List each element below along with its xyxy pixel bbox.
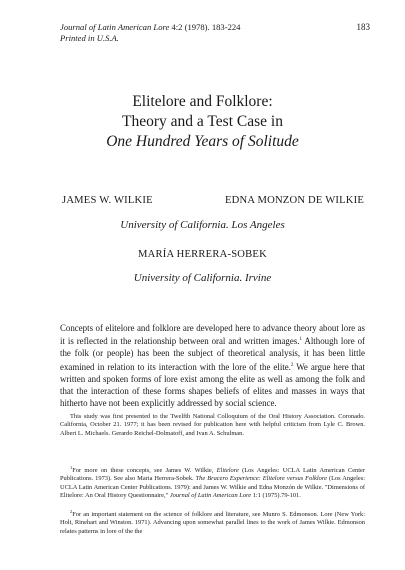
affiliation-1: University of California. Los Angeles	[120, 219, 285, 231]
footnote-acknowledgment	[60, 413, 365, 438]
page-number: 183	[356, 22, 370, 32]
title-line-2: Theory and a Test Case in	[122, 113, 283, 130]
footnote-1-title-elitelore: Elitelore	[216, 467, 239, 475]
footnote-2	[60, 508, 365, 536]
abstract-part-2: Although lore of the folk (or people) has been the subject of theoretical analysis, it has been little examined in relation to its interaction with the lore of the elite.	[60, 336, 365, 372]
author-2: EDNA MONZON DE WILKIE	[225, 195, 365, 206]
footnote-1	[60, 464, 365, 500]
journal-volume: 4:2 (1978). 183-224	[171, 22, 241, 32]
title-line-3: One Hundred Years of Solitude	[106, 133, 299, 150]
title-line-1: Elitelore and Folklore:	[132, 93, 273, 110]
abstract-part-1: Concepts of elitelore and folklore are developed here to advance theory about lore as it is reflected in the relationship between oral and written images.	[60, 323, 365, 347]
footnote-1-title-bracero: The Bracero Experience: Elitelore versus Folklore	[195, 475, 327, 483]
footnote-1-text-c: (Los Angeles: UCLA Latin American Center Publications. 1979): and James W. Wilkie and Edna Monzón de Wilkie. "Dimensions of Elitelore: An Oral History Questionnaire,"	[60, 475, 366, 500]
article-title	[0, 92, 405, 152]
author-1: JAMES W. WILKIE	[62, 195, 153, 206]
abstract-part-3: We argue here that written and spoken forms of lore exist among the elite as well as among the folk and that the interaction of these forms shapes beliefs of elites and masses in ways that hitherto have not been explicitly addressed by social science.	[60, 361, 365, 409]
journal-header	[60, 22, 240, 44]
footnote-1-text-d: 1:1 (1975).79-101.	[251, 492, 301, 500]
footnote-1-text-b: (Los Angeles: UCLA Latin American Center Publications. 1973). See also Maria Herrera-Sobek.	[60, 467, 365, 483]
footnote-2-number: 2	[70, 509, 73, 514]
footnote-acknowledgment-text: This study was first presented to the Twelfth National Colloquium of the Oral History Association. Coronado. California, October 21. 1977; it has been revised for publication here with helpful criticism from Lyle C. Brown. Albert L. Michaels. Gerardo Reichel-Dolmatoff, and Ivan A. Schulman.	[60, 413, 365, 437]
printed-location: Printed in U.S.A.	[60, 33, 119, 43]
footnote-1-text-a: For more on these concepts, see James W. Wilkie,	[72, 467, 217, 475]
footnote-marker-2: 2	[290, 362, 294, 368]
journal-name: Journal of Latin American Lore	[60, 22, 170, 32]
abstract	[60, 322, 365, 409]
footnote-1-number: 1	[70, 465, 73, 470]
footnote-2-text: For an important statement on the science of folklore and literature, see Munro S. Edmonson. Lore (New York: Holt, Rinehart and Winston. 1971). Advancing upon somewhat parallel lines to the work of James Wilkie. Edmonson relates patterns in lore of the the	[60, 511, 365, 535]
footnote-marker-1: 1	[299, 337, 302, 343]
affiliation-2: University of California. Irvine	[133, 272, 272, 284]
author-3: MARÍA HERRERA-SOBEK	[138, 249, 267, 260]
footnote-1-journal-title: Journal of Latin American Lore	[169, 492, 252, 500]
